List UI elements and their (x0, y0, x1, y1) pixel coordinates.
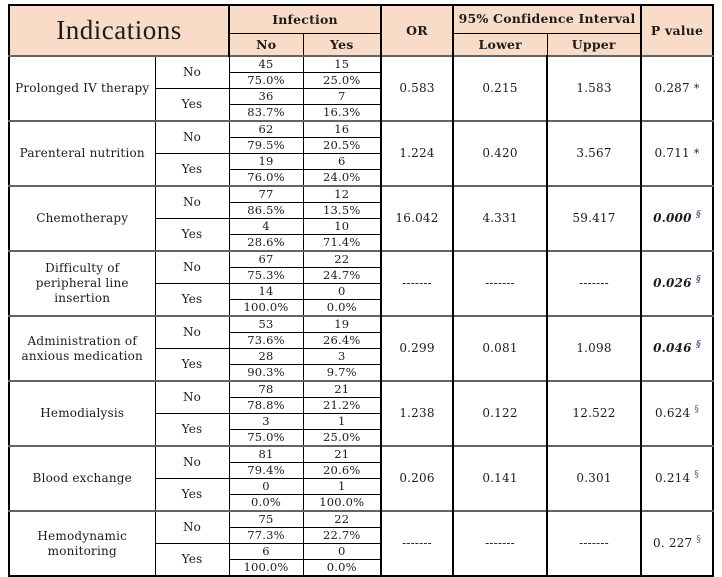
pct-infection-no: 79.5% (229, 138, 303, 154)
ci-upper-value: 1.583 (547, 56, 641, 121)
ci-upper-value: 1.098 (547, 316, 641, 381)
p-value: 0.026 § (641, 251, 713, 316)
or-value: 0.583 (381, 56, 453, 121)
pct-infection-no: 83.7% (229, 105, 303, 122)
pct-infection-no: 79.4% (229, 463, 303, 479)
footnote-marker: § (696, 340, 701, 351)
or-value: 1.224 (381, 121, 453, 186)
pct-infection-no: 90.3% (229, 365, 303, 382)
indication-group-row (9, 381, 713, 398)
indication-group-row (9, 446, 713, 463)
header-infection: Infection (229, 5, 381, 34)
pct-infection-yes: 20.5% (303, 138, 381, 154)
count-infection-no: 75 (229, 511, 303, 528)
footnote-marker: * (693, 147, 700, 161)
count-infection-yes: 0 (303, 544, 381, 560)
count-infection-no: 3 (229, 414, 303, 430)
ci-upper-value: ------- (547, 251, 641, 316)
ci-upper-value: ------- (547, 511, 641, 576)
indication-name: Blood exchange (9, 446, 155, 511)
count-infection-yes: 6 (303, 154, 381, 170)
pct-infection-yes: 71.4% (303, 235, 381, 252)
footnote-marker: * (693, 82, 700, 96)
pct-infection-no: 76.0% (229, 170, 303, 187)
count-infection-yes: 1 (303, 414, 381, 430)
or-value: ------- (381, 251, 453, 316)
indication-name: Chemotherapy (9, 186, 155, 251)
pct-infection-no: 100.0% (229, 300, 303, 317)
count-infection-no: 78 (229, 381, 303, 398)
pct-infection-no: 75.0% (229, 73, 303, 89)
ci-lower-value: 0.141 (453, 446, 547, 511)
ci-lower-value: 0.081 (453, 316, 547, 381)
pct-infection-no: 77.3% (229, 528, 303, 544)
indication-group-row (9, 121, 713, 138)
or-value: 0.299 (381, 316, 453, 381)
pct-infection-no: 75.0% (229, 430, 303, 447)
count-infection-yes: 7 (303, 89, 381, 105)
indication-group-row (9, 251, 713, 268)
ci-upper-value: 12.522 (547, 381, 641, 446)
exposure-yes-label: Yes (155, 349, 229, 382)
ci-upper-value: 0.301 (547, 446, 641, 511)
count-infection-yes: 19 (303, 316, 381, 333)
count-infection-no: 62 (229, 121, 303, 138)
count-infection-no: 19 (229, 154, 303, 170)
count-infection-yes: 21 (303, 381, 381, 398)
pct-infection-yes: 0.0% (303, 300, 381, 317)
pct-infection-yes: 24.0% (303, 170, 381, 187)
count-infection-no: 77 (229, 186, 303, 203)
pct-infection-no: 73.6% (229, 333, 303, 349)
or-value: 1.238 (381, 381, 453, 446)
count-infection-yes: 22 (303, 251, 381, 268)
count-infection-yes: 15 (303, 56, 381, 73)
pct-infection-no: 100.0% (229, 560, 303, 577)
header-confidence-interval: 95% Confidence Interval (453, 5, 641, 34)
count-infection-yes: 0 (303, 284, 381, 300)
count-infection-no: 67 (229, 251, 303, 268)
count-infection-yes: 3 (303, 349, 381, 365)
table-body (9, 56, 713, 576)
pct-infection-yes: 0.0% (303, 560, 381, 577)
pct-infection-yes: 25.0% (303, 73, 381, 89)
count-infection-no: 45 (229, 56, 303, 73)
ci-upper-value: 3.567 (547, 121, 641, 186)
pct-infection-no: 28.6% (229, 235, 303, 252)
exposure-yes-label: Yes (155, 89, 229, 122)
pct-infection-yes: 13.5% (303, 203, 381, 219)
ci-lower-value: 0.420 (453, 121, 547, 186)
header-infection-no: No (229, 34, 303, 57)
pct-infection-yes: 20.6% (303, 463, 381, 479)
count-infection-no: 36 (229, 89, 303, 105)
pct-infection-no: 0.0% (229, 495, 303, 512)
indication-group-row (9, 56, 713, 73)
exposure-no-label: No (155, 316, 229, 349)
p-value: 0. 227 § (641, 511, 713, 576)
indication-name: Prolonged IV therapy (9, 56, 155, 121)
exposure-no-label: No (155, 56, 229, 89)
p-value: 0.624 § (641, 381, 713, 446)
exposure-no-label: No (155, 381, 229, 414)
p-value: 0.000 § (641, 186, 713, 251)
pct-infection-yes: 26.4% (303, 333, 381, 349)
ci-lower-value: ------- (453, 251, 547, 316)
count-infection-no: 6 (229, 544, 303, 560)
header-p-value: P value (641, 5, 713, 56)
count-infection-yes: 16 (303, 121, 381, 138)
footnote-marker: § (694, 470, 700, 481)
indication-group-row (9, 186, 713, 203)
footnote-marker: § (696, 535, 702, 546)
exposure-no-label: No (155, 251, 229, 284)
footnote-marker: § (694, 405, 700, 416)
footnote-marker: § (696, 210, 701, 221)
indication-name: Administration of anxious medication (9, 316, 155, 381)
pct-infection-no: 78.8% (229, 398, 303, 414)
count-infection-yes: 10 (303, 219, 381, 235)
count-infection-no: 0 (229, 479, 303, 495)
header-infection-yes: Yes (303, 34, 381, 57)
pct-infection-yes: 16.3% (303, 105, 381, 122)
count-infection-no: 4 (229, 219, 303, 235)
exposure-no-label: No (155, 446, 229, 479)
exposure-yes-label: Yes (155, 544, 229, 577)
count-infection-yes: 12 (303, 186, 381, 203)
count-infection-yes: 1 (303, 479, 381, 495)
pct-infection-yes: 24.7% (303, 268, 381, 284)
exposure-yes-label: Yes (155, 219, 229, 252)
exposure-no-label: No (155, 121, 229, 154)
indication-name: Hemodynamic monitoring (9, 511, 155, 576)
count-infection-no: 28 (229, 349, 303, 365)
indication-name: Hemodialysis (9, 381, 155, 446)
count-infection-no: 14 (229, 284, 303, 300)
exposure-yes-label: Yes (155, 414, 229, 447)
count-infection-yes: 21 (303, 446, 381, 463)
pct-infection-yes: 22.7% (303, 528, 381, 544)
count-infection-yes: 22 (303, 511, 381, 528)
or-value: 16.042 (381, 186, 453, 251)
header-ci-upper: Upper (547, 34, 641, 57)
ci-lower-value: ------- (453, 511, 547, 576)
pct-infection-no: 86.5% (229, 203, 303, 219)
p-value: 0.214 § (641, 446, 713, 511)
count-infection-no: 81 (229, 446, 303, 463)
exposure-yes-label: Yes (155, 284, 229, 317)
exposure-no-label: No (155, 186, 229, 219)
p-value: 0.287 * (641, 56, 713, 121)
header-indications: Indications (9, 5, 229, 56)
ci-upper-value: 59.417 (547, 186, 641, 251)
ci-lower-value: 0.215 (453, 56, 547, 121)
ci-lower-value: 0.122 (453, 381, 547, 446)
exposure-no-label: No (155, 511, 229, 544)
pct-infection-no: 75.3% (229, 268, 303, 284)
exposure-yes-label: Yes (155, 154, 229, 187)
footnote-marker: § (696, 275, 701, 286)
count-infection-no: 53 (229, 316, 303, 333)
exposure-yes-label: Yes (155, 479, 229, 512)
indication-group-row (9, 316, 713, 333)
header-ci-lower: Lower (453, 34, 547, 57)
pct-infection-yes: 21.2% (303, 398, 381, 414)
pct-infection-yes: 9.7% (303, 365, 381, 382)
indication-group-row (9, 511, 713, 528)
p-value: 0.711 * (641, 121, 713, 186)
pct-infection-yes: 100.0% (303, 495, 381, 512)
or-value: ------- (381, 511, 453, 576)
table-header (9, 5, 713, 56)
indications-statistics-table (8, 4, 714, 577)
or-value: 0.206 (381, 446, 453, 511)
ci-lower-value: 4.331 (453, 186, 547, 251)
p-value: 0.046 § (641, 316, 713, 381)
indication-name: Parenteral nutrition (9, 121, 155, 186)
indication-name: Difficulty of peripheral line insertion (9, 251, 155, 316)
header-or: OR (381, 5, 453, 56)
pct-infection-yes: 25.0% (303, 430, 381, 447)
